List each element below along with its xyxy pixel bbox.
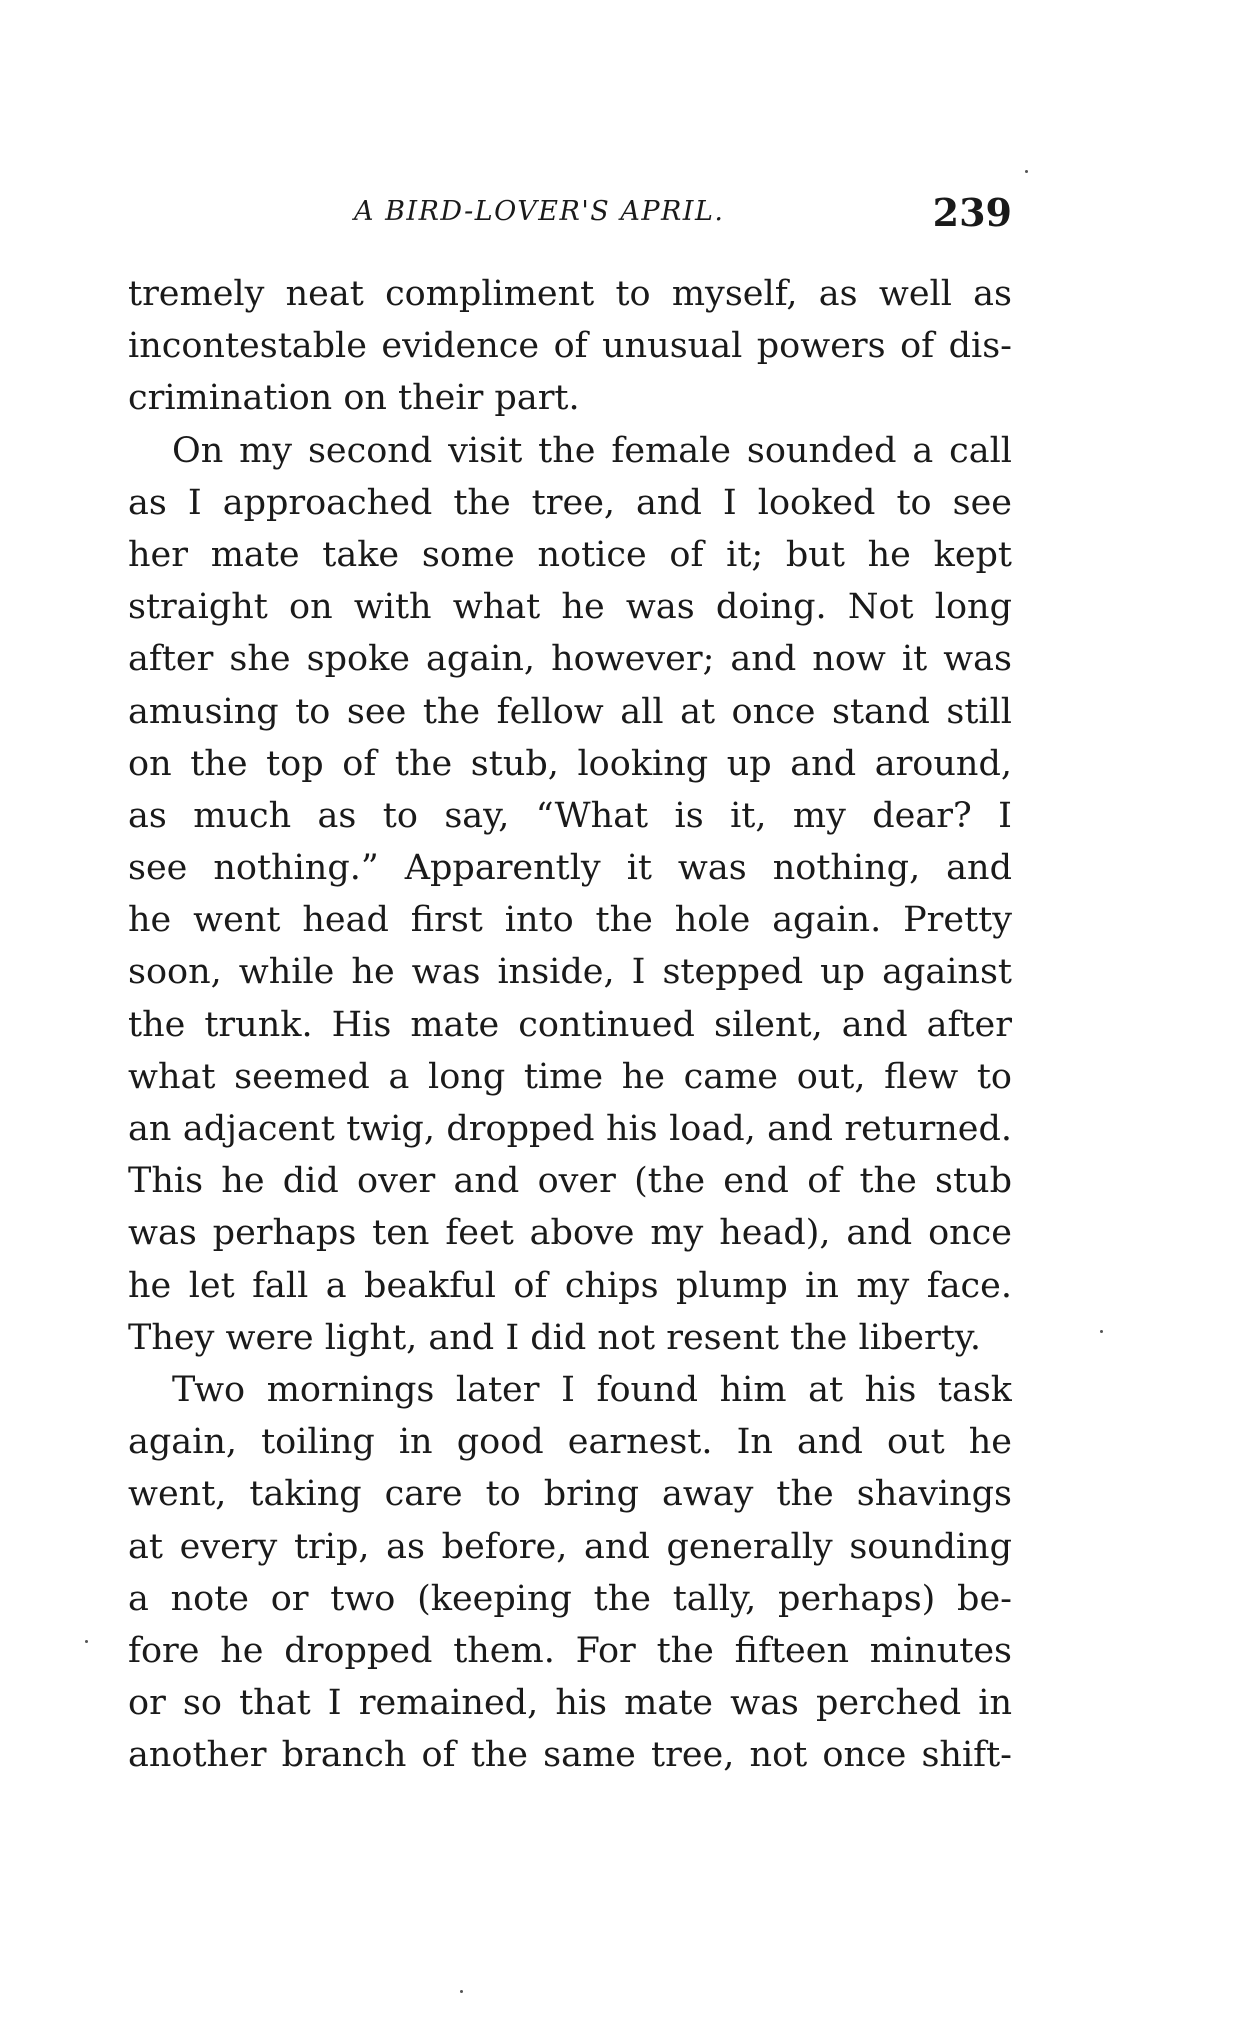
running-head (128, 190, 1012, 236)
text-line: what seemed a long time he came out, flew to (128, 1056, 1012, 1097)
paragraph-start-line: Two mornings later I found him at his task (172, 1369, 1012, 1410)
text-line: They were light, and I did not resent the liberty. (128, 1317, 982, 1358)
text-line: fore he dropped them. For the fifteen minutes (128, 1630, 1012, 1671)
text-line: he let fall a beakful of chips plump in my face. (128, 1265, 1012, 1306)
text-line: amusing to see the fellow all at once stand still (128, 691, 1012, 732)
text-line: a note or two (keeping the tally, perhaps) be- (128, 1578, 1012, 1619)
text-line: the trunk. His mate continued silent, and after (128, 1004, 1012, 1045)
text-line: on the top of the stub, looking up and around, (128, 743, 1012, 784)
print-speck (1025, 170, 1028, 173)
text-line: see nothing.” Apparently it was nothing, and (128, 848, 1012, 889)
paragraph-start-line: On my second visit the female sounded a call (172, 430, 1012, 471)
text-line: This he did over and over (the end of the stub (128, 1161, 1012, 1202)
text-line: at every trip, as before, and generally sounding (128, 1526, 1012, 1567)
running-title: A BIRD-LOVER'S APRIL. (354, 196, 725, 227)
print-speck (460, 1990, 463, 1993)
text-line: an adjacent twig, dropped his load, and returned. (128, 1109, 1012, 1149)
page-number: 239 (932, 190, 1012, 235)
text-line: as I approached the tree, and I looked to see (128, 482, 1012, 523)
text-line: another branch of the same tree, not once shift- (128, 1735, 1012, 1776)
text-line: tremely neat compliment to myself, as well as (128, 274, 1012, 314)
text-line: straight on with what he was doing. Not long (128, 587, 1012, 628)
text-line: went, taking care to bring away the shavings (128, 1474, 1012, 1515)
text-line: crimination on their part. (128, 378, 580, 419)
text-line: after she spoke again, however; and now it was (128, 639, 1012, 680)
body-text (128, 268, 1012, 1781)
text-line: again, toiling in good earnest. In and out he (128, 1422, 1012, 1463)
text-line: or so that I remained, his mate was perched in (128, 1683, 1012, 1724)
print-speck (85, 1640, 88, 1643)
text-line: her mate take some notice of it; but he kept (128, 534, 1012, 575)
text-line: soon, while he was inside, I stepped up against (128, 952, 1012, 993)
text-line: he went head first into the hole again. Pretty (128, 900, 1012, 941)
text-line: incontestable evidence of unusual powers of dis- (128, 326, 1012, 367)
text-line: as much as to say, “What is it, my dear? I (128, 795, 1012, 836)
text-line: was perhaps ten feet above my head), and once (128, 1213, 1012, 1254)
print-speck (1100, 1330, 1103, 1333)
